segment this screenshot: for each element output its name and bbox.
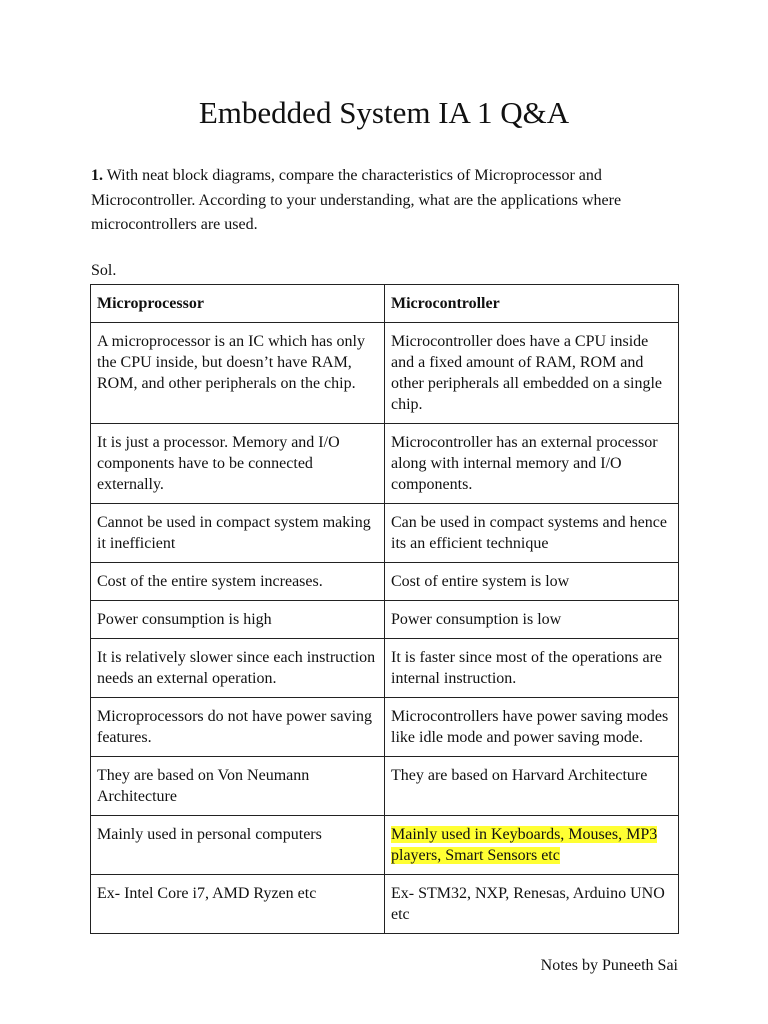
page-title: Embedded System IA 1 Q&A [198, 95, 570, 130]
author-credit: Notes by Puneeth Sai [540, 957, 678, 974]
table-cell-microprocessor: Power consumption is high [91, 601, 385, 639]
table-row [91, 601, 679, 639]
table-cell-microprocessor: Cannot be used in compact system making it inefficient [91, 504, 385, 563]
table-cell-microprocessor: A microprocessor is an IC which has only the CPU inside, but doesn’t have RAM, ROM, and other peripherals on the chip. [91, 323, 385, 424]
table-row [91, 639, 679, 698]
table-cell-microprocessor: It is just a processor. Memory and I/O components have to be connected externally. [91, 424, 385, 504]
table-cell-microcontroller: Microcontrollers have power saving modes like idle mode and power saving mode. [385, 698, 679, 757]
table-cell-microcontroller: Ex- STM32, NXP, Renesas, Arduino UNO etc [385, 875, 679, 934]
table-row [91, 875, 679, 934]
table-header-row [91, 285, 679, 323]
table-cell-microcontroller: Cost of entire system is low [385, 563, 679, 601]
question-number: 1. [91, 167, 103, 184]
question-body: With neat block diagrams, compare the characteristics of Microprocessor and Microcontroller. According to your understanding, what are the applications where microcontrollers are used. [91, 167, 622, 233]
table-cell-microprocessor: Microprocessors do not have power saving features. [91, 698, 385, 757]
table-cell-microcontroller [385, 816, 679, 875]
table-row [91, 424, 679, 504]
table-cell-microprocessor: Ex- Intel Core i7, AMD Ryzen etc [91, 875, 385, 934]
table-cell-microcontroller: Power consumption is low [385, 601, 679, 639]
comparison-table [90, 284, 679, 934]
table-cell-microcontroller: It is faster since most of the operations are internal instruction. [385, 639, 679, 698]
table-row [91, 563, 679, 601]
header-microprocessor: Microprocessor [91, 285, 385, 323]
table-row [91, 757, 679, 816]
solution-label: Sol. [91, 262, 117, 279]
table-cell-microprocessor: Mainly used in personal computers [91, 816, 385, 875]
table-cell-microcontroller: Can be used in compact systems and hence its an efficient technique [385, 504, 679, 563]
table-row [91, 698, 679, 757]
question-text [91, 164, 691, 238]
table-cell-microcontroller: Microcontroller does have a CPU inside and a fixed amount of RAM, ROM and other peripherals all embedded on a single chip. [385, 323, 679, 424]
table-cell-microprocessor: They are based on Von Neumann Architecture [91, 757, 385, 816]
table-row [91, 816, 679, 875]
table-row [91, 504, 679, 563]
table-cell-microprocessor: It is relatively slower since each instruction needs an external operation. [91, 639, 385, 698]
table-row [91, 323, 679, 424]
header-microcontroller: Microcontroller [385, 285, 679, 323]
table-cell-microprocessor: Cost of the entire system increases. [91, 563, 385, 601]
table-cell-microcontroller: They are based on Harvard Architecture [385, 757, 679, 816]
table-cell-microcontroller: Microcontroller has an external processor along with internal memory and I/O components. [385, 424, 679, 504]
highlighted-text: Mainly used in Keyboards, Mouses, MP3 players, Smart Sensors etc [391, 826, 658, 864]
